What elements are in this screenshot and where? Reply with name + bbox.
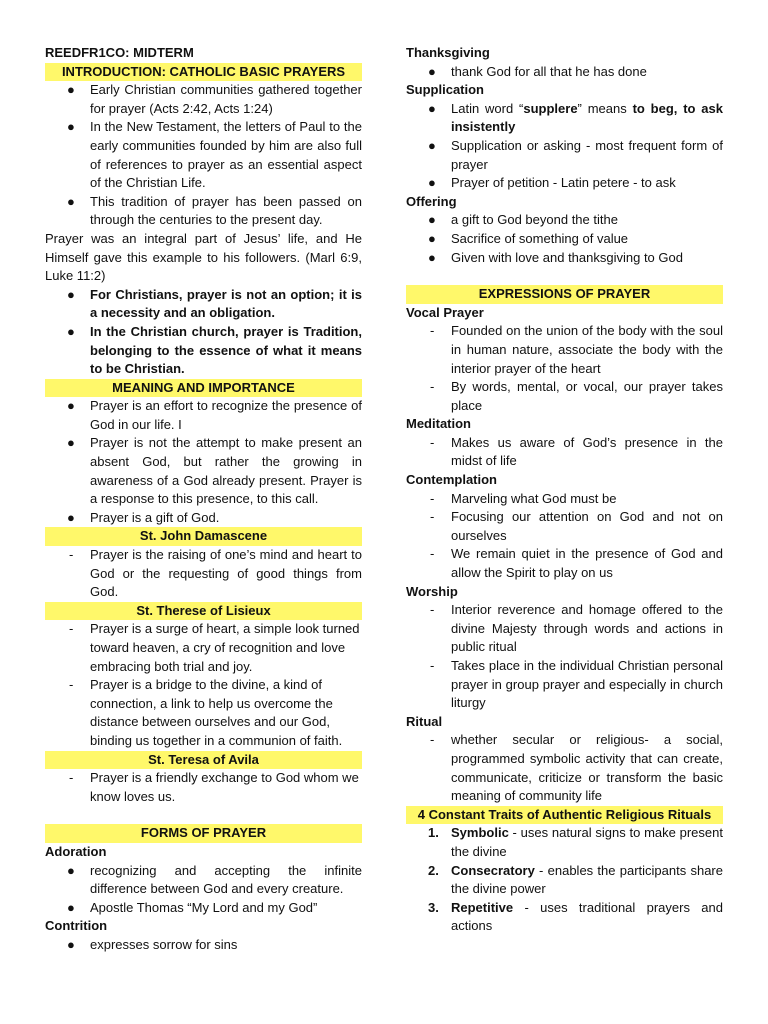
list-item: - By words, mental, or vocal, our prayer takes place — [430, 379, 723, 413]
subheading-contemplation: Contemplation — [406, 472, 497, 488]
section-heading-therese: St. Therese of Lisieux — [45, 602, 362, 621]
list-item: 2. Consecratory - enables the participants share the divine power — [428, 862, 723, 897]
list-item: ● Supplication or asking - most frequent form of prayer — [428, 137, 723, 172]
list-item: ● This tradition of prayer has been passed on through the centuries to the present day. — [67, 193, 362, 228]
list-item: - Makes us aware of God’s presence in the midst of life — [430, 434, 723, 469]
right-column — [406, 44, 723, 936]
subheading-meditation: Meditation — [406, 416, 471, 432]
left-column — [45, 44, 362, 955]
document-title: REEDFR1CO: MIDTERM — [45, 45, 194, 60]
list-item: - Interior reverence and homage offered to the divine Majesty through words and actions in public ritual — [430, 602, 723, 655]
subheading-ritual: Ritual — [406, 713, 443, 729]
contemplation-list — [406, 490, 723, 583]
list-item: - Focusing our attention on God and not on ourselves — [430, 509, 723, 543]
list-item: - Prayer is a bridge to the divine, a kind of connection, a link to help us overcome the distance between ourselves and our God, binding us together in a communion of faith. — [69, 677, 343, 748]
list-item: ● Given with love and thanksgiving to God — [428, 249, 683, 265]
meditation-list — [406, 434, 723, 471]
list-item: ● Early Christian communities gathered together for prayer (Acts 2:42, Acts 1:24) — [67, 82, 362, 116]
list-item: ● a gift to God beyond the tithe — [428, 212, 618, 228]
list-item: - whether secular or religious- a social, programmed symbolic activity that can create, communicate, criticize or transform the basic meaning of community life — [430, 732, 723, 804]
subheading-vocal-prayer: Vocal Prayer — [406, 304, 484, 320]
list-item: - Marveling what God must be — [430, 490, 617, 506]
section-heading-expressions: EXPRESSIONS OF PRAYER — [406, 285, 723, 304]
damascene-list — [45, 546, 362, 602]
list-item: - Prayer is the raising of one’s mind and heart to God or the requesting of good things from God. — [69, 547, 362, 600]
list-item: - Takes place in the individual Christian personal prayer in group prayer and especially in church liturgy — [430, 658, 723, 711]
intro-paragraph: Prayer was an integral part of Jesus’ life, and He Himself gave this example to his followers. (Marl 6:9, Luke 11:2) — [45, 230, 362, 284]
list-item: ● In the New Testament, the letters of Paul to the early communities founded by him are also full of references to prayer as an essential aspect of the Christian Life. — [67, 119, 362, 191]
subheading-offering: Offering — [406, 193, 457, 209]
list-item: ● recognizing and accepting the infinite difference between God and every creature. — [67, 862, 362, 897]
subheading-adoration: Adoration — [45, 843, 107, 859]
section-heading-meaning: MEANING AND IMPORTANCE — [45, 379, 362, 398]
list-item: - Founded on the union of the body with the soul in human nature, associate the body with the interior prayer of the heart — [430, 323, 723, 376]
list-item: ● Apostle Thomas “My Lord and my God” — [67, 899, 318, 915]
list-item: - Prayer is a surge of heart, a simple look turned toward heaven, a cry of recognition and love embracing both trial and joy. — [69, 621, 360, 674]
list-item: 1. Symbolic - uses natural signs to make present the divine — [428, 825, 723, 859]
section-heading-damascene: St. John Damascene — [45, 527, 362, 546]
thanksgiving-list — [406, 63, 723, 82]
list-item: ● In the Christian church, prayer is Tradition, belonging to the essence of what it means to be Christian. — [67, 323, 362, 377]
therese-list — [45, 620, 362, 750]
list-item: ● Prayer is not the attempt to make present an absent God, but rather the growing in awareness of a God already present. Prayer is a response to this presence, to this call. — [67, 435, 362, 507]
contrition-list — [45, 936, 362, 955]
avila-list — [45, 769, 362, 806]
ritual-list — [406, 731, 723, 805]
section-heading-forms: FORMS OF PRAYER — [45, 824, 362, 843]
list-item: ● Prayer of petition - Latin petere - to ask — [428, 175, 676, 191]
list-item: 3. Repetitive - uses traditional prayers and actions — [428, 899, 723, 934]
intro-bold-list — [45, 286, 362, 379]
supplication-list — [406, 100, 723, 193]
list-item: ● Latin word “supplere” means to beg, to ask insistently — [428, 100, 724, 135]
subheading-worship: Worship — [406, 583, 458, 599]
vocal-list — [406, 322, 723, 415]
list-item: ● Prayer is a gift of God. — [67, 509, 220, 525]
meaning-list — [45, 397, 362, 527]
list-item: ● expresses sorrow for sins — [67, 936, 238, 952]
traits-list — [406, 824, 723, 936]
list-item: ● For Christians, prayer is not an option; it is a necessity and an obligation. — [67, 286, 362, 321]
intro-list — [45, 81, 362, 230]
adoration-list — [45, 862, 362, 918]
subheading-thanksgiving: Thanksgiving — [406, 45, 490, 60]
section-heading-traits: 4 Constant Traits of Authentic Religious Rituals — [406, 806, 723, 825]
offering-list — [406, 211, 723, 267]
subheading-supplication: Supplication — [406, 82, 484, 98]
worship-list — [406, 601, 723, 713]
list-item: ● thank God for all that he has done — [428, 63, 647, 79]
list-item: - Prayer is a friendly exchange to God whom we know loves us. — [69, 770, 359, 804]
section-heading-introduction: INTRODUCTION: CATHOLIC BASIC PRAYERS — [45, 63, 362, 82]
list-item: - We remain quiet in the presence of God and allow the Spirit to play on us — [430, 546, 723, 581]
list-item: ● Prayer is an effort to recognize the presence of God in our life. I — [67, 398, 362, 432]
section-heading-avila: St. Teresa of Avila — [45, 751, 362, 770]
subheading-contrition: Contrition — [45, 918, 108, 934]
list-item: ● Sacrifice of something of value — [428, 230, 629, 246]
